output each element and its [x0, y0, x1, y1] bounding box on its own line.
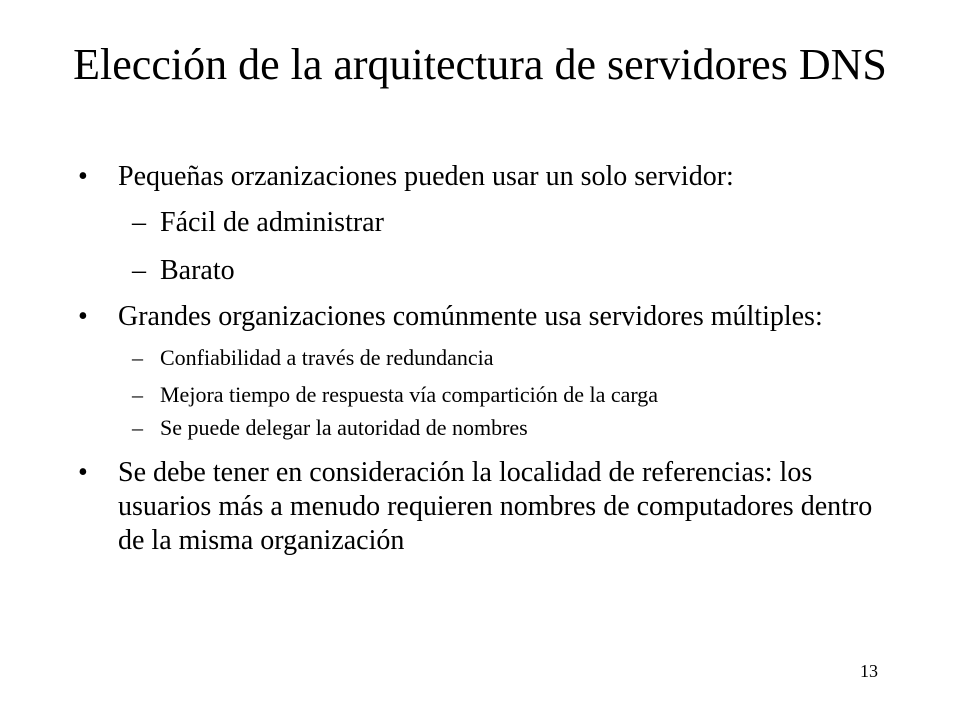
bullet-large-orgs	[78, 300, 898, 334]
subitem-text: Fácil de administrar	[160, 207, 384, 238]
bullet-locality	[78, 456, 898, 558]
bullet-text: Pequeñas orzanizaciones pueden usar un solo servidor:	[118, 161, 734, 192]
sub-marker: –	[132, 207, 146, 238]
bullet-marker: •	[78, 301, 88, 332]
slide-title: Elección de la arquitectura de servidores DNS	[73, 40, 887, 89]
bullet-text: Grandes organizaciones comúnmente usa servidores múltiples:	[118, 301, 823, 332]
subitem-easy-admin	[78, 206, 898, 240]
subitem-reliability	[78, 344, 898, 372]
bullet-marker: •	[78, 161, 88, 192]
subitem-text: Barato	[160, 255, 235, 286]
bullet-text: Se debe tener en consideración la localidad de referencias: los usuarios más a menudo requieren nombres de computadores dentro de la misma organización	[118, 457, 873, 556]
subitem-text: Se puede delegar la autoridad de nombres	[160, 415, 528, 440]
subitem-response-time	[78, 381, 898, 409]
sub-marker: –	[132, 255, 146, 286]
bullet-small-orgs	[78, 160, 898, 194]
subitem-text: Confiabilidad a través de redundancia	[160, 345, 494, 370]
sub-marker: –	[132, 415, 143, 440]
page-number: 13	[860, 661, 878, 681]
slide-body	[78, 160, 898, 558]
subitem-cheap	[78, 254, 898, 288]
sub-marker: –	[132, 345, 143, 370]
sub-marker: –	[132, 382, 143, 407]
subitem-delegate-authority	[78, 414, 898, 442]
subitem-text: Mejora tiempo de respuesta vía compartición de la carga	[160, 382, 659, 407]
bullet-marker: •	[78, 457, 88, 488]
